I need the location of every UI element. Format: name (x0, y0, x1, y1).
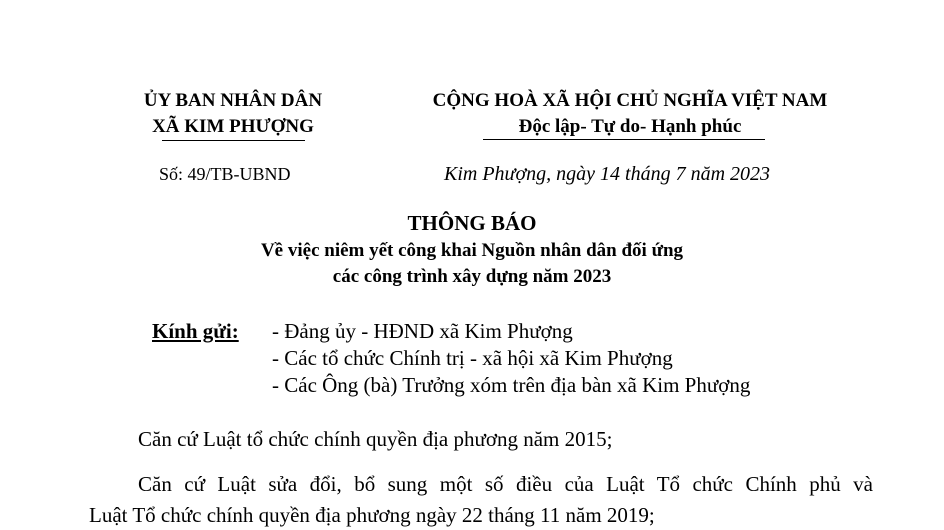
document-title: THÔNG BÁO (407, 211, 537, 235)
paragraph-legal-basis-2-line1: Căn cứ Luật sửa đổi, bổ sung một số điều của Luật Tổ chức Chính phủ và (138, 472, 873, 496)
document-subtitle-line1: Về việc niêm yết công khai Nguồn nhân dân đối ứng (260, 240, 684, 261)
org-underline (162, 140, 305, 141)
recipient-item: - Các tổ chức Chính trị - xã hội xã Kim Phượng (272, 346, 673, 370)
recipient-item: - Các Ông (bà) Trưởng xóm trên địa bàn xã Kim Phượng (272, 373, 751, 397)
document-number: Số: 49/TB-UBND (159, 164, 291, 184)
paragraph-legal-basis-2-line2: Luật Tổ chức chính quyền địa phương ngày 22 tháng 11 năm 2019; (89, 503, 655, 527)
place-date: Kim Phượng, ngày 14 tháng 7 năm 2023 (444, 163, 771, 185)
motto-underline (483, 139, 765, 140)
paragraph-legal-basis-1: Căn cứ Luật tổ chức chính quyền địa phương năm 2015; (138, 427, 613, 451)
org-name-line1: ỦY BAN NHÂN DÂN (143, 90, 323, 111)
recipient-item: - Đảng ủy - HĐND xã Kim Phượng (272, 319, 573, 343)
nation-title: CỘNG HOÀ XÃ HỘI CHỦ NGHĨA VIỆT NAM (432, 90, 828, 111)
document-subtitle-line2: các công trình xây dựng năm 2023 (332, 266, 612, 287)
org-name-line2: XÃ KIM PHƯỢNG (152, 116, 314, 137)
nation-motto: Độc lập- Tự do- Hạnh phúc (518, 116, 742, 137)
recipients-label: Kính gửi: (152, 319, 239, 343)
